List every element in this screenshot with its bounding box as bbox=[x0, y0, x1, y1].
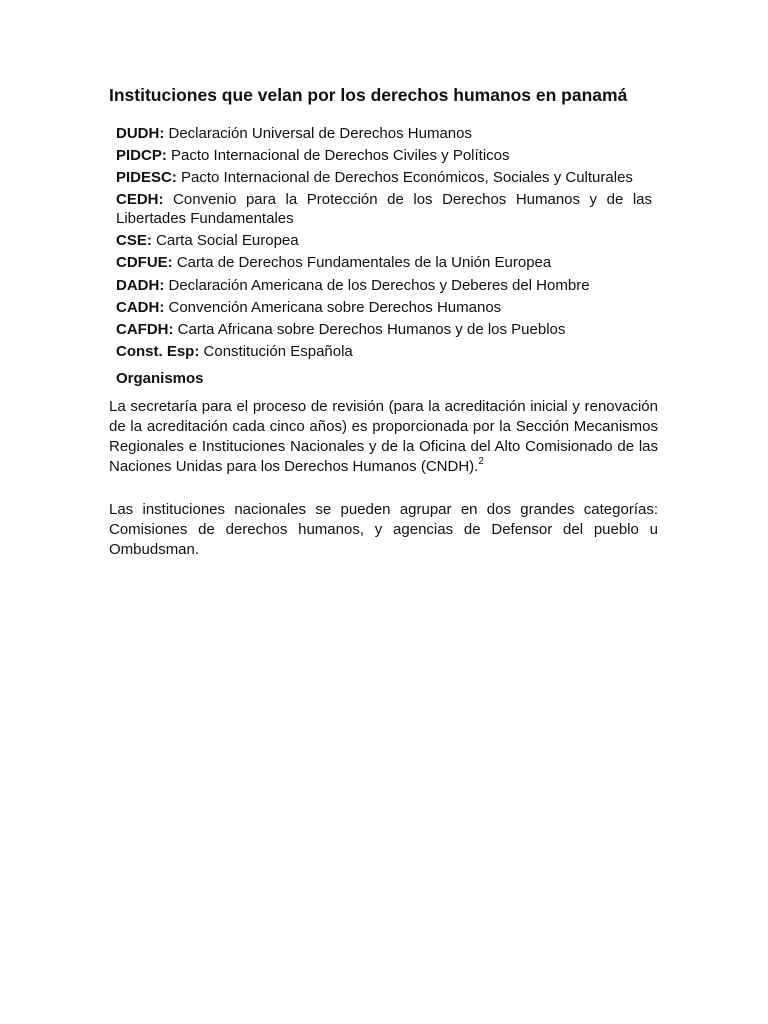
paragraph-instituciones: Las instituciones nacionales se pueden agrupar en dos grandes categorías: Comisiones de derechos humanos, y agencias de Defensor del pueblo u Ombudsman. bbox=[109, 501, 658, 558]
abbreviation-text: Declaración Americana de los Derechos y Deberes del Hombre bbox=[168, 276, 590, 294]
abbreviation-item bbox=[116, 190, 652, 228]
abbreviation-item bbox=[116, 320, 652, 339]
abbreviation-code: DUDH: bbox=[116, 125, 165, 142]
abbreviation-item bbox=[116, 276, 652, 295]
section-heading: Organismos bbox=[116, 370, 204, 387]
abbreviation-text: Declaración Universal de Derechos Humanos bbox=[168, 125, 472, 142]
abbreviation-code: PIDESC: bbox=[116, 169, 177, 187]
footnote-marker: 2 bbox=[478, 456, 484, 467]
abbreviation-code: Const. Esp: bbox=[116, 342, 200, 360]
page-title: Instituciones que velan por los derechos humanos en panamá bbox=[109, 85, 628, 105]
abbreviation-code: CAFDH: bbox=[116, 320, 174, 338]
abbreviation-item bbox=[116, 342, 652, 361]
abbreviation-item bbox=[116, 298, 652, 317]
abbreviation-item bbox=[116, 231, 652, 250]
abbreviation-text: Pacto Internacional de Derechos Civiles y Políticos bbox=[171, 147, 510, 165]
abbreviation-item bbox=[116, 253, 652, 272]
abbreviation-text: Carta Africana sobre Derechos Humanos y de los Pueblos bbox=[177, 320, 566, 338]
abbreviation-code: CADH: bbox=[116, 298, 165, 316]
abbreviation-item bbox=[116, 146, 652, 165]
abbreviation-text: Constitución Española bbox=[203, 342, 353, 360]
paragraph-secretaria bbox=[109, 397, 658, 477]
abbreviation-text: Pacto Internacional de Derechos Económicos, Sociales y Culturales bbox=[181, 169, 633, 187]
abbreviation-code: DADH: bbox=[116, 276, 165, 294]
abbreviation-text: Convención Americana sobre Derechos Humanos bbox=[168, 298, 502, 316]
abbreviation-code: CSE: bbox=[116, 232, 152, 250]
abbreviation-item bbox=[116, 124, 652, 143]
abbreviation-text: Carta Social Europea bbox=[156, 232, 299, 250]
abbreviation-code: CDFUE: bbox=[116, 254, 173, 272]
abbreviation-list bbox=[116, 124, 652, 364]
abbreviation-item bbox=[116, 168, 652, 187]
paragraph-text: La secretaría para el proceso de revisión (para la acreditación inicial y renovación de la acreditación cada cinco años) es proporcionada por la Sección Mecanismos Regionales e Instituciones Nacionales y de la Oficina del Alto Comisionado de las Naciones Unidas para los Derechos Humanos (CNDH). bbox=[109, 398, 658, 475]
abbreviation-text: Convenio para la Protección de los Derechos Humanos y de las Libertades Fundamentales bbox=[116, 191, 652, 228]
abbreviation-code: PIDCP: bbox=[116, 147, 167, 165]
abbreviation-code: CEDH: bbox=[116, 191, 164, 209]
abbreviation-text: Carta de Derechos Fundamentales de la Unión Europea bbox=[176, 254, 552, 272]
